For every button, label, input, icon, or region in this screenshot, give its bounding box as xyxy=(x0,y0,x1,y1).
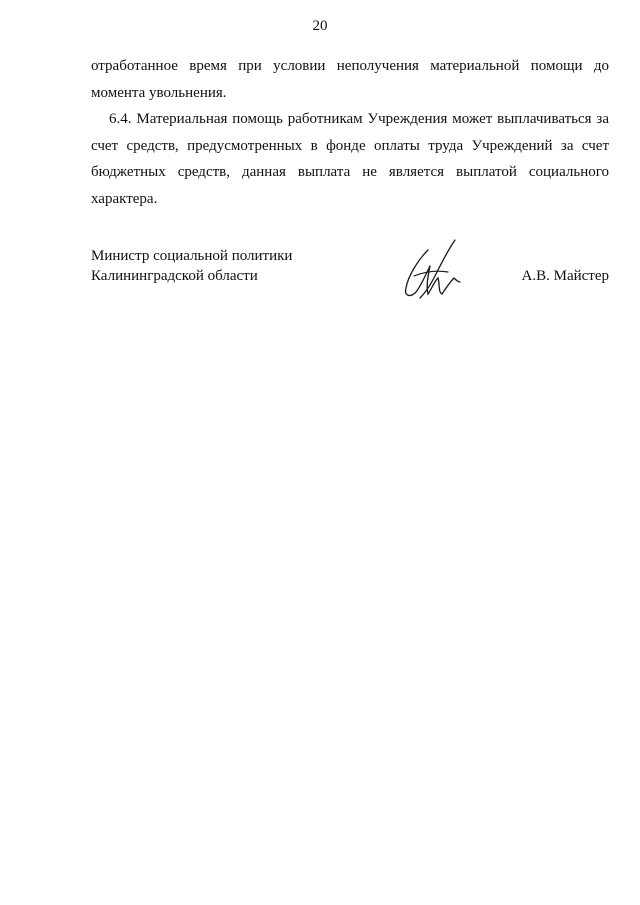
signatory-title-line2: Калининградской области xyxy=(91,268,258,284)
signatory-name: А.В. Майстер xyxy=(521,268,609,284)
document-body xyxy=(91,53,609,212)
paragraph-continuation: отработанное время при условии неполучения материальной помощи до момента увольнения. xyxy=(91,58,609,101)
handwritten-signature xyxy=(398,236,462,302)
signatory-title xyxy=(91,246,292,286)
page-number: 20 xyxy=(312,18,328,34)
signatory-title-line1: Министр социальной политики xyxy=(91,248,293,264)
paragraph-6-4: 6.4. Материальная помощь работникам Учреждения может выплачиваться за счет средств, предусмотренных в фонде оплаты труда Учреждений за счет бюджетных средств, данная выплата не является выплатой социального характера. xyxy=(91,111,609,207)
